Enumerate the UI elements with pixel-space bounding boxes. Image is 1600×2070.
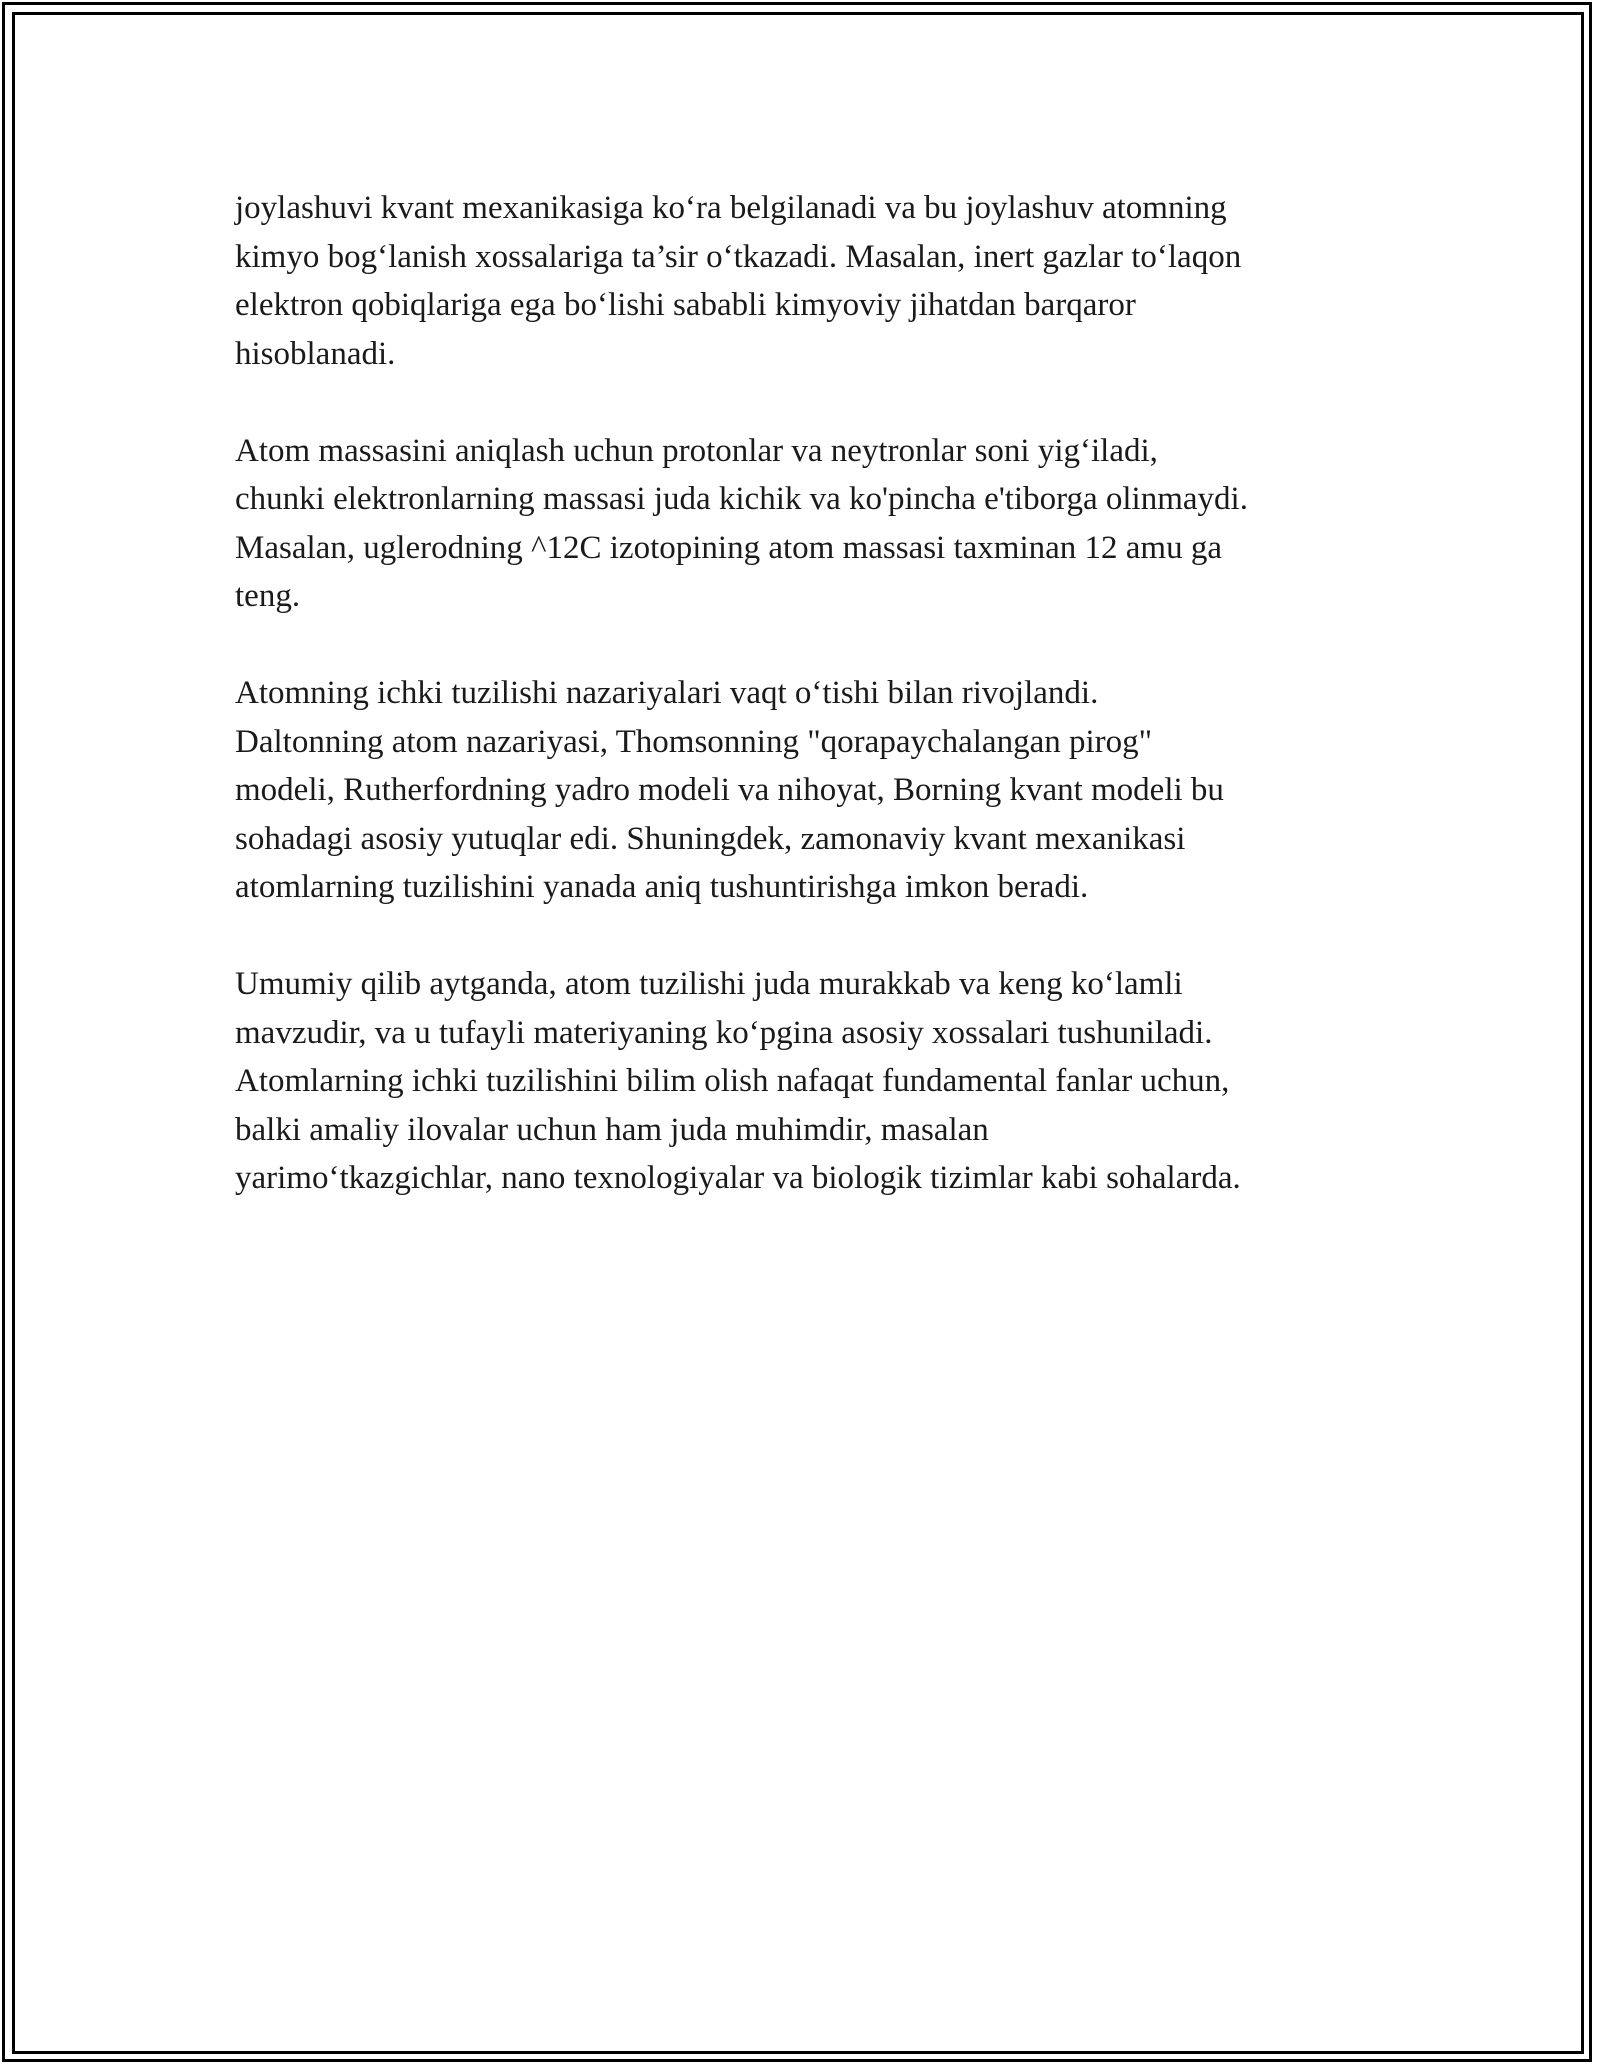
- document-body: [235, 184, 1375, 1251]
- text-line: mavzudir, va u tufayli materiyaning ko‘pgina asosiy xossalari tushuniladi.: [235, 1014, 1213, 1051]
- text-line: Umumiy qilib aytganda, atom tuzilishi juda murakkab va keng ko‘lamli: [235, 966, 1183, 1002]
- text-line: modeli, Rutherfordning yadro modeli va nihoyat, Borning kvant modeli bu: [235, 772, 1224, 808]
- text-line: teng.: [235, 578, 301, 614]
- text-line: elektron qobiqlariga ega bo‘lishi sababli kimyoviy jihatdan barqaror: [235, 287, 1136, 323]
- text-line: Atom massasini aniqlash uchun protonlar va neytronlar soni yig‘iladi,: [235, 432, 1158, 469]
- paragraph-4: [235, 960, 1375, 1203]
- text-line: sohadagi asosiy yutuqlar edi. Shuningdek, zamonaviy kvant mexanikasi: [235, 820, 1186, 857]
- text-line: Daltonning atom nazariyasi, Thomsonning "qorapaychalangan pirog": [235, 723, 1153, 760]
- text-line: chunki elektronlarning massasi juda kichik va ko'pincha e'tiborga olinmaydi.: [235, 481, 1248, 517]
- text-line: Atomning ichki tuzilishi nazariyalari vaqt o‘tishi bilan rivojlandi.: [235, 675, 1099, 711]
- text-line: Masalan, uglerodning ^12C izotopining atom massasi taxminan 12 amu ga: [235, 529, 1222, 566]
- text-line: atomlarning tuzilishini yanada aniq tushuntirishga imkon beradi.: [235, 869, 1089, 905]
- paragraph-3: [235, 669, 1375, 912]
- text-line: yarimo‘tkazgichlar, nano texnologiyalar va biologik tizimlar kabi sohalarda.: [235, 1160, 1241, 1196]
- paragraph-1: [235, 184, 1375, 378]
- paragraph-2: [235, 427, 1375, 621]
- text-line: balki amaliy ilovalar uchun ham juda muhimdir, masalan: [235, 1111, 989, 1148]
- text-line: joylashuvi kvant mexanikasiga ko‘ra belgilanadi va bu joylashuv atomning: [235, 190, 1227, 226]
- text-line: hisoblanadi.: [235, 335, 396, 372]
- text-line: kimyo bog‘lanish xossalariga ta’sir o‘tkazadi. Masalan, inert gazlar to‘laqon: [235, 238, 1242, 275]
- text-line: Atomlarning ichki tuzilishini bilim olish nafaqat fundamental fanlar uchun,: [235, 1063, 1230, 1099]
